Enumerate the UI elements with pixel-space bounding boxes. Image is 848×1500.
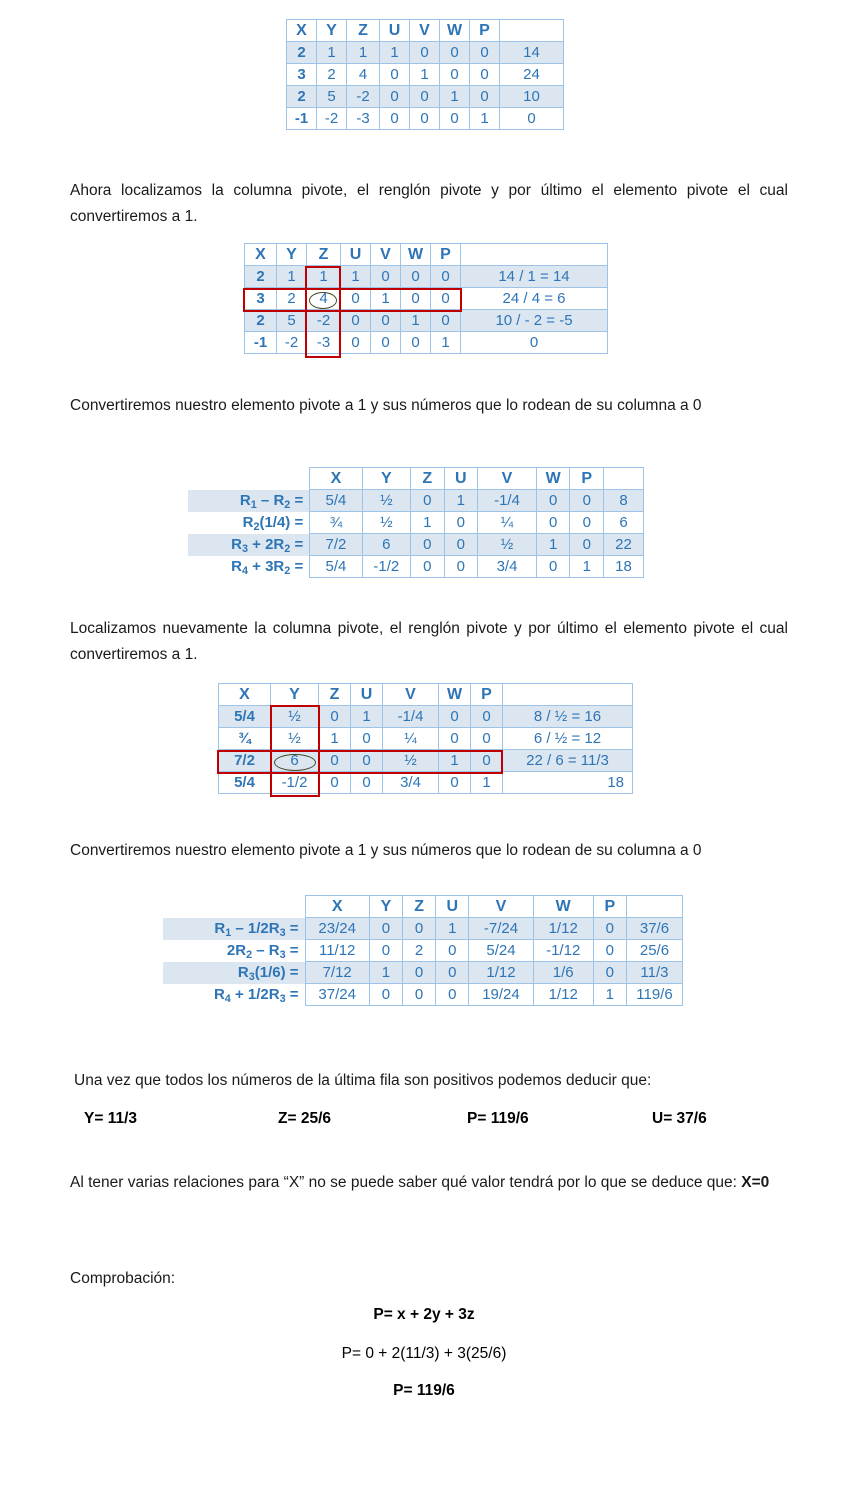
cell: 0 (410, 534, 444, 556)
cell: 0 (403, 984, 436, 1006)
col-header-pivot: Y (271, 684, 319, 706)
cell: 1 (440, 86, 470, 108)
cell: 37/24 (305, 984, 369, 1006)
cell: 1 (307, 266, 341, 288)
col-header: P (471, 684, 503, 706)
cell: 18 (604, 556, 644, 578)
table-row (219, 728, 633, 750)
col-header: Y (362, 468, 410, 490)
cell: 1 (380, 42, 410, 64)
cell: 0 (440, 64, 470, 86)
cell: 0 (444, 512, 478, 534)
cell-ratio: 0 (461, 332, 608, 354)
cell: 1/12 (533, 918, 593, 940)
cell: 1 (570, 556, 604, 578)
cell: 0 (401, 266, 431, 288)
col-header (604, 468, 644, 490)
cell: 1 (431, 332, 461, 354)
cell: -2 (347, 86, 380, 108)
paragraph-locate-pivot: Ahora localizamos la columna pivote, el renglón pivote y por último el elemento pivote el cual convertiremos a 1. (70, 182, 788, 225)
cell: 23/24 (305, 918, 369, 940)
cell-ratio: 14 / 1 = 14 (461, 266, 608, 288)
cell: 0 (593, 918, 626, 940)
col-header: X (310, 468, 362, 490)
table-row (163, 962, 683, 984)
cell-ratio: 6 / ½ = 12 (503, 728, 633, 750)
cell: 5/24 (469, 940, 533, 962)
col-header: Y (369, 896, 402, 918)
table-row (188, 556, 644, 578)
cell: ½ (271, 706, 319, 728)
table-row (163, 940, 683, 962)
cell: 19/24 (469, 984, 533, 1006)
row-operation-label (188, 490, 310, 512)
cell: 1 (347, 42, 380, 64)
cell: 0 (439, 706, 471, 728)
cell: 0 (371, 332, 401, 354)
cell: ½ (362, 512, 410, 534)
cell: 5/4 (219, 706, 271, 728)
cell: 0 (401, 288, 431, 310)
cell: -1/2 (362, 556, 410, 578)
result-value-p: P= 119/6 (467, 1110, 529, 1127)
cell: 0 (436, 984, 469, 1006)
cell: 1 (319, 728, 351, 750)
cell: 5 (277, 310, 307, 332)
cell: 4 (347, 64, 380, 86)
col-header: U (444, 468, 478, 490)
cell: 1 (593, 984, 626, 1006)
table-row (188, 534, 644, 556)
simplex-table-pivot-1 (244, 243, 608, 354)
cell: 0 (440, 108, 470, 130)
col-header: Z (319, 684, 351, 706)
cell: 0 (593, 962, 626, 984)
row-operation-label (163, 918, 305, 940)
cell: 0 (319, 750, 351, 772)
paragraph-x-deduction (70, 1170, 800, 1196)
cell: 1 (369, 962, 402, 984)
simplex-table-iteration-1 (188, 467, 644, 578)
cell: 0 (341, 310, 371, 332)
cell: 0 (470, 42, 500, 64)
col-header: X (305, 896, 369, 918)
cell: 1 (536, 534, 570, 556)
col-header: U (351, 684, 383, 706)
cell: 37/6 (626, 918, 682, 940)
cell: -1 (245, 332, 277, 354)
cell: 0 (410, 556, 444, 578)
cell: 0 (410, 490, 444, 512)
cell: 0 (319, 772, 351, 794)
cell: 0 (431, 288, 461, 310)
cell-ratio: 18 (503, 772, 633, 794)
cell: 0 (380, 64, 410, 86)
col-header: Y (317, 20, 347, 42)
cell: 0 (380, 86, 410, 108)
cell: -7/24 (469, 918, 533, 940)
cell: 7/2 (219, 750, 271, 772)
verification-line-2: P= 0 + 2(11/3) + 3(25/6) (341, 1345, 507, 1362)
table-row (163, 984, 683, 1006)
cell: 0 (439, 728, 471, 750)
cell: 0 (369, 940, 402, 962)
cell: 11/12 (305, 940, 369, 962)
cell: -2 (277, 332, 307, 354)
col-header: Z (410, 468, 444, 490)
cell: 0 (436, 962, 469, 984)
paragraph-conclusion: Una vez que todos los números de la última fila son positivos podemos deducir que: (74, 1072, 652, 1089)
col-header: Z (403, 896, 436, 918)
cell: 22 (604, 534, 644, 556)
cell: 0 (439, 772, 471, 794)
cell: 0 (403, 962, 436, 984)
cell: ½ (362, 490, 410, 512)
cell: 1 (401, 310, 431, 332)
cell: 24 (500, 64, 564, 86)
cell: 0 (410, 108, 440, 130)
simplex-table-initial (286, 19, 564, 130)
col-header: V (371, 244, 401, 266)
cell: -2 (307, 310, 341, 332)
cell: 0 (341, 332, 371, 354)
cell: 0 (593, 940, 626, 962)
cell: -1/2 (271, 772, 319, 794)
cell: 1/6 (533, 962, 593, 984)
cell: 0 (369, 984, 402, 1006)
col-header: X (287, 20, 317, 42)
paragraph-locate-pivot-2: Localizamos nuevamente la columna pivote, el renglón pivote y por último el elemento pivote el cual convertiremos a 1. (70, 620, 788, 663)
row-operation-label (163, 984, 305, 1006)
cell: 0 (436, 940, 469, 962)
cell: 0 (536, 556, 570, 578)
col-header: V (469, 896, 533, 918)
col-header: P (570, 468, 604, 490)
cell: ¼ (383, 728, 439, 750)
verification-line-3: P= 119/6 (393, 1382, 455, 1399)
cell: 0 (444, 534, 478, 556)
col-header-pivot: Z (307, 244, 341, 266)
row-operation-label (188, 534, 310, 556)
cell: 3 (287, 64, 317, 86)
cell: 1 (436, 918, 469, 940)
col-header (461, 244, 608, 266)
cell: 119/6 (626, 984, 682, 1006)
cell: 1 (410, 64, 440, 86)
row-op-text: $2R_2 - R_3$ = (226, 942, 299, 961)
cell-ratio: 8 / ½ = 16 (503, 706, 633, 728)
cell: 0 (401, 332, 431, 354)
cell: 7/2 (310, 534, 362, 556)
cell-ratio: 24 / 4 = 6 (461, 288, 608, 310)
cell: 0 (440, 42, 470, 64)
col-header: V (478, 468, 537, 490)
cell: 0 (371, 310, 401, 332)
cell: 1 (277, 266, 307, 288)
cell: 25/6 (626, 940, 682, 962)
cell: 6 (604, 512, 644, 534)
cell: 0 (351, 750, 383, 772)
cell: 2 (245, 266, 277, 288)
col-header: U (436, 896, 469, 918)
verification-line-1: P= x + 2y + 3z (373, 1306, 475, 1323)
cell: 0 (380, 108, 410, 130)
cell-ratio: 10 / - 2 = -5 (461, 310, 608, 332)
cell: 0 (351, 772, 383, 794)
table-row (219, 772, 633, 794)
paragraph-convert-pivot-1: Convertiremos nuestro elemento pivote a 1 y sus números que lo rodean de su columna a 0 (70, 397, 702, 414)
cell: 0 (369, 918, 402, 940)
cell: 3/4 (478, 556, 537, 578)
cell: 5/4 (310, 490, 362, 512)
cell: 2 (317, 64, 347, 86)
table-row (188, 512, 644, 534)
table-header-row (163, 896, 683, 918)
cell: 1 (410, 512, 444, 534)
cell: 11/3 (626, 962, 682, 984)
table-row (163, 918, 683, 940)
result-value-y: Y= 11/3 (84, 1110, 138, 1127)
cell: 2 (277, 288, 307, 310)
cell: -3 (347, 108, 380, 130)
cell: -1 (287, 108, 317, 130)
cell: 0 (351, 728, 383, 750)
col-header: U (380, 20, 410, 42)
row-op-text: $R_1 - R_2$ = (239, 492, 304, 511)
table-row (287, 42, 564, 64)
cell-pivot: 6 (271, 750, 319, 772)
cell: 0 (470, 64, 500, 86)
cell: 0 (444, 556, 478, 578)
paragraph-verification-heading: Comprobación: (70, 1270, 176, 1287)
result-value-z: Z= 25/6 (278, 1110, 331, 1127)
row-op-text: $R_3(1/6)$ = (237, 964, 299, 983)
cell: 1/12 (469, 962, 533, 984)
simplex-table-pivot-2 (218, 683, 633, 794)
cell: 10 (500, 86, 564, 108)
result-value-u: U= 37/6 (652, 1110, 707, 1127)
cell: 2 (287, 86, 317, 108)
cell: 1 (317, 42, 347, 64)
table-row (287, 64, 564, 86)
cell: 3/4 (383, 772, 439, 794)
cell: 0 (536, 490, 570, 512)
row-operation-label (188, 556, 310, 578)
row-operation-label (163, 962, 305, 984)
table-header-row (188, 468, 644, 490)
col-header: Z (347, 20, 380, 42)
cell: 6 (362, 534, 410, 556)
cell: 5 (317, 86, 347, 108)
cell: 0 (403, 918, 436, 940)
cell: 0 (371, 266, 401, 288)
cell: 1 (341, 266, 371, 288)
table-row-pivot (245, 288, 608, 310)
cell: 0 (471, 750, 503, 772)
row-operation-label (163, 940, 305, 962)
table-header-row (287, 20, 564, 42)
cell: 1 (351, 706, 383, 728)
col-header: V (383, 684, 439, 706)
table-row (287, 86, 564, 108)
col-header: W (439, 684, 471, 706)
cell: 0 (341, 288, 371, 310)
table-row (245, 310, 608, 332)
col-header (500, 20, 564, 42)
x-deduction-text: Al tener varias relaciones para “X” no se puede saber qué valor tendrá por lo que se deduce que: (70, 1174, 742, 1191)
col-header: V (410, 20, 440, 42)
cell: 3 (245, 288, 277, 310)
cell: 2 (287, 42, 317, 64)
table-row (219, 706, 633, 728)
paragraph-convert-pivot-2: Convertiremos nuestro elemento pivote a 1 y sus números que lo rodean de su columna a 0 (70, 842, 702, 859)
table-row (245, 266, 608, 288)
cell: 0 (470, 86, 500, 108)
col-header-blank (163, 896, 305, 918)
cell: -1/4 (383, 706, 439, 728)
cell: 0 (570, 490, 604, 512)
table-header-row (219, 684, 633, 706)
col-header: W (533, 896, 593, 918)
cell: ½ (271, 728, 319, 750)
row-op-text: $R_1 - 1/2R_3$ = (214, 920, 299, 939)
cell: 1/12 (533, 984, 593, 1006)
x-deduction-value: X=0 (741, 1174, 770, 1191)
col-header-blank (188, 468, 310, 490)
cell: 5/4 (310, 556, 362, 578)
row-op-text: $R_4 + 3R_2$ = (231, 558, 304, 577)
col-header: X (245, 244, 277, 266)
cell: 1 (471, 772, 503, 794)
cell: 1 (439, 750, 471, 772)
col-header (626, 896, 682, 918)
table-row (287, 108, 564, 130)
col-header: W (440, 20, 470, 42)
cell: 8 (604, 490, 644, 512)
cell: 0 (410, 42, 440, 64)
row-operation-label (188, 512, 310, 534)
cell: 1 (444, 490, 478, 512)
row-op-text: $R_3 + 2R_2$ = (231, 536, 304, 555)
cell: -1/4 (478, 490, 537, 512)
cell: 0 (431, 310, 461, 332)
cell: 0 (536, 512, 570, 534)
cell: 0 (570, 512, 604, 534)
col-header: W (401, 244, 431, 266)
cell: 2 (403, 940, 436, 962)
cell: 14 (500, 42, 564, 64)
cell: ½ (478, 534, 537, 556)
table-row (245, 332, 608, 354)
cell: 2 (245, 310, 277, 332)
col-header: P (593, 896, 626, 918)
cell: 0 (431, 266, 461, 288)
table-row (188, 490, 644, 512)
table-row-pivot (219, 750, 633, 772)
cell: ¾ (310, 512, 362, 534)
cell: -2 (317, 108, 347, 130)
cell: 0 (570, 534, 604, 556)
row-op-text: $R_2(1/4)$ = (242, 514, 304, 533)
cell-ratio: 22 / 6 = 11/3 (503, 750, 633, 772)
cell: 0 (410, 86, 440, 108)
col-header: P (470, 20, 500, 42)
cell: ½ (383, 750, 439, 772)
simplex-table-final (163, 895, 683, 1006)
col-header (503, 684, 633, 706)
cell: 0 (471, 728, 503, 750)
col-header: X (219, 684, 271, 706)
cell: 0 (319, 706, 351, 728)
cell: 0 (471, 706, 503, 728)
cell: ¼ (478, 512, 537, 534)
row-op-text: $R_4 + 1/2R_3$ = (213, 986, 299, 1005)
col-header: P (431, 244, 461, 266)
table-header-row (245, 244, 608, 266)
col-header: Y (277, 244, 307, 266)
col-header: U (341, 244, 371, 266)
cell: ¾ (219, 728, 271, 750)
cell: -3 (307, 332, 341, 354)
cell: 0 (500, 108, 564, 130)
col-header: W (536, 468, 570, 490)
cell: -1/12 (533, 940, 593, 962)
cell: 7/12 (305, 962, 369, 984)
cell: 5/4 (219, 772, 271, 794)
cell: 1 (371, 288, 401, 310)
cell-pivot: 4 (307, 288, 341, 310)
cell: 1 (470, 108, 500, 130)
